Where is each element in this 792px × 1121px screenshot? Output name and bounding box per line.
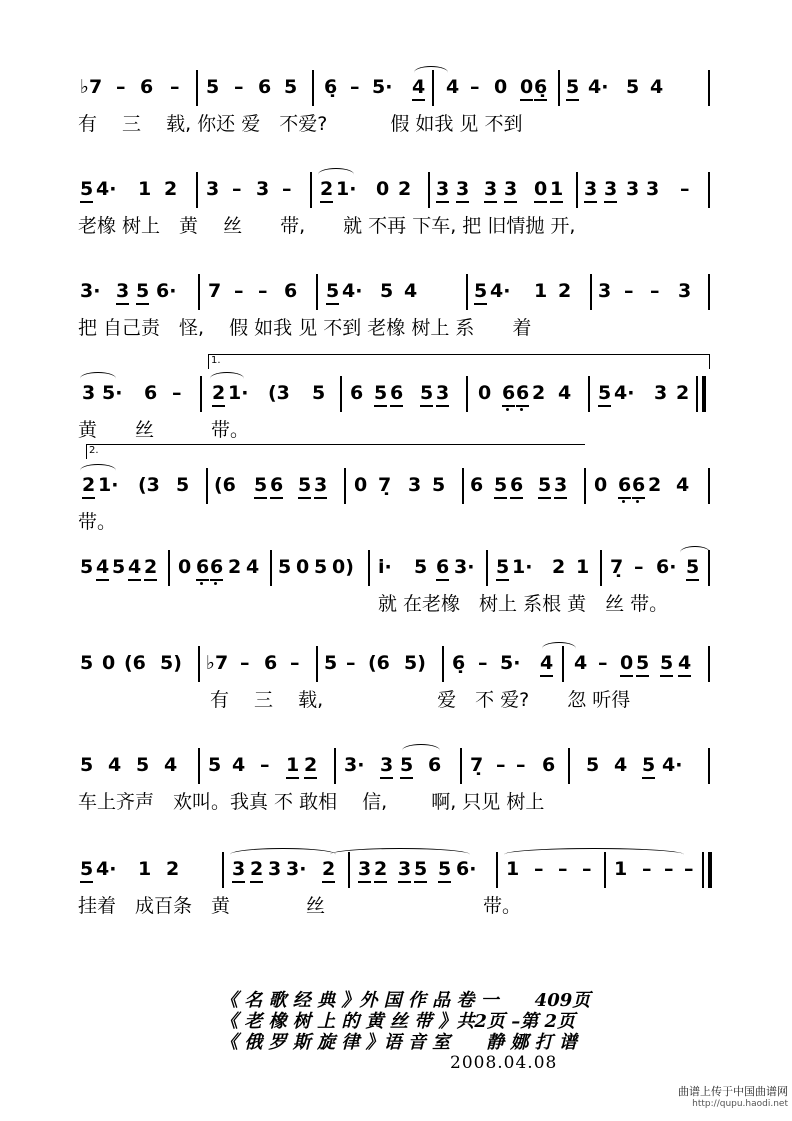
barline bbox=[432, 70, 434, 106]
barline bbox=[198, 748, 200, 784]
repeat-barline bbox=[696, 376, 698, 412]
barline bbox=[206, 468, 208, 504]
notation-row-5 bbox=[0, 468, 792, 502]
note: 6 bbox=[542, 754, 556, 776]
barline bbox=[496, 852, 498, 888]
note: 5 bbox=[686, 556, 699, 581]
note: 6 bbox=[502, 382, 515, 407]
note: 4 bbox=[246, 556, 260, 578]
notation-row-7 bbox=[0, 646, 792, 680]
note: – bbox=[534, 858, 544, 880]
note: 6 bbox=[632, 474, 645, 499]
lyric-line: 有 三 载, 你还 爱 不爱? 假 如我 见 不到 bbox=[78, 113, 523, 135]
note: 1 bbox=[534, 280, 548, 302]
note: 4 bbox=[614, 754, 628, 776]
note: 4· bbox=[342, 280, 363, 302]
note: 5 bbox=[432, 474, 446, 496]
watermark-url: http://qupu.haodi.net bbox=[692, 1099, 788, 1109]
note: 5 bbox=[206, 76, 220, 98]
notation-row-9 bbox=[0, 852, 792, 886]
barline bbox=[316, 646, 318, 682]
note: 6 bbox=[350, 382, 364, 404]
note: 2 bbox=[676, 382, 690, 404]
lyric-line: 黄 丝 带。 bbox=[78, 419, 250, 441]
note: 3 bbox=[484, 178, 497, 203]
note: – bbox=[558, 858, 568, 880]
note: 3 bbox=[598, 280, 612, 302]
barline bbox=[708, 646, 710, 682]
note: 4 bbox=[164, 754, 178, 776]
note: – bbox=[664, 858, 674, 880]
note: 1 bbox=[550, 178, 563, 203]
note: 6 bbox=[428, 754, 442, 776]
note: 6 bbox=[264, 652, 278, 674]
note: – bbox=[290, 652, 300, 674]
date: 2008.04.08 bbox=[450, 1053, 558, 1073]
note: 2 bbox=[304, 754, 317, 779]
note: 6 bbox=[510, 474, 523, 499]
barline bbox=[196, 70, 198, 106]
note: 5 bbox=[254, 474, 267, 499]
note: – bbox=[650, 280, 660, 302]
notation-row-3 bbox=[0, 274, 792, 308]
note: 3 bbox=[256, 178, 270, 200]
note: 5 bbox=[660, 652, 673, 677]
note: 2 bbox=[212, 382, 225, 407]
note: 5· bbox=[372, 76, 393, 98]
note: 5 bbox=[80, 858, 93, 883]
note: 5· bbox=[102, 382, 123, 404]
note: 5 bbox=[80, 754, 94, 776]
note: – bbox=[234, 76, 244, 98]
low-dot bbox=[520, 408, 523, 411]
note: 3 bbox=[398, 858, 411, 883]
barline bbox=[334, 748, 336, 784]
note: (3 bbox=[138, 474, 160, 496]
note: 6̣ bbox=[324, 76, 338, 98]
note: 4· bbox=[662, 754, 683, 776]
note: – bbox=[624, 280, 634, 302]
watermark-text: 曲谱上传于中国曲谱网 bbox=[678, 1085, 788, 1098]
note: 5 bbox=[400, 754, 413, 779]
note: 3 bbox=[646, 178, 660, 200]
note: 0 bbox=[594, 474, 608, 496]
note: 5 bbox=[642, 754, 655, 779]
low-dot bbox=[506, 408, 509, 411]
note: 4 bbox=[128, 556, 141, 581]
barline bbox=[270, 550, 272, 586]
note: i· bbox=[378, 556, 392, 578]
note: 6 bbox=[196, 556, 209, 581]
note: 5 bbox=[538, 474, 551, 499]
note: ♭7 bbox=[80, 76, 103, 98]
note: 3 bbox=[626, 178, 640, 200]
barline bbox=[316, 274, 318, 310]
note: 3 bbox=[436, 178, 449, 203]
note: – bbox=[260, 754, 270, 776]
note: 3 bbox=[604, 178, 617, 203]
note: 5 bbox=[626, 76, 640, 98]
note: 0 bbox=[534, 178, 547, 203]
source-line: 《 名 歌 经 典 》外 国 作 品 卷 一 409页 bbox=[220, 990, 591, 1011]
note: – bbox=[680, 178, 690, 200]
note: 4· bbox=[588, 76, 609, 98]
note: 2 bbox=[164, 178, 178, 200]
note: – bbox=[346, 652, 356, 674]
note: 1 bbox=[506, 858, 520, 880]
note: – bbox=[234, 280, 244, 302]
note: 0 bbox=[520, 76, 533, 101]
note: 3 bbox=[436, 382, 449, 407]
note: 1 bbox=[286, 754, 299, 779]
repeat-barline bbox=[702, 376, 706, 412]
note: 5 bbox=[380, 280, 394, 302]
barline bbox=[466, 376, 468, 412]
note: 5 bbox=[326, 280, 339, 305]
watermark bbox=[678, 1085, 788, 1111]
note: 2 bbox=[322, 858, 335, 883]
note: 5 bbox=[494, 474, 507, 499]
note: 5 bbox=[208, 754, 222, 776]
note: 1· bbox=[98, 474, 119, 496]
note: 5 bbox=[374, 382, 387, 407]
note: 1· bbox=[512, 556, 533, 578]
low-dot bbox=[636, 500, 639, 503]
barline bbox=[198, 274, 200, 310]
notation-row-6 bbox=[0, 550, 792, 584]
note: 7 bbox=[208, 280, 222, 302]
barline bbox=[708, 274, 710, 310]
note: 6 bbox=[618, 474, 631, 499]
note: 4 bbox=[404, 280, 418, 302]
slur bbox=[414, 66, 448, 79]
note: 4 bbox=[574, 652, 588, 674]
note: ♭7 bbox=[206, 652, 229, 674]
slur bbox=[542, 642, 576, 655]
note: – bbox=[470, 76, 480, 98]
note: – bbox=[232, 178, 242, 200]
note: 6 bbox=[258, 76, 272, 98]
barline bbox=[222, 852, 224, 888]
barline bbox=[442, 646, 444, 682]
note: 1· bbox=[336, 178, 357, 200]
barline bbox=[708, 70, 710, 106]
score-footer bbox=[220, 990, 600, 1073]
barline bbox=[708, 748, 710, 784]
note: – bbox=[282, 178, 292, 200]
note: (6 bbox=[124, 652, 146, 674]
note: (6 bbox=[368, 652, 390, 674]
note: 3 bbox=[654, 382, 668, 404]
notation-row-8 bbox=[0, 748, 792, 782]
note: 3 bbox=[380, 754, 393, 779]
note: 1 bbox=[138, 858, 152, 880]
note: 0 bbox=[178, 556, 192, 578]
note: 2 bbox=[82, 474, 95, 499]
note: 5 bbox=[598, 382, 611, 407]
note: 2 bbox=[228, 556, 242, 578]
note: 4 bbox=[412, 76, 425, 101]
note: 4· bbox=[614, 382, 635, 404]
note: 5 bbox=[324, 652, 338, 674]
note: 6· bbox=[156, 280, 177, 302]
note: – bbox=[582, 858, 592, 880]
note: 3 bbox=[232, 858, 245, 883]
note: 1· bbox=[228, 382, 249, 404]
note: 5 bbox=[278, 556, 292, 578]
barline bbox=[310, 172, 312, 208]
note: 5 bbox=[586, 754, 600, 776]
note: 3 bbox=[82, 382, 96, 404]
barline bbox=[340, 376, 342, 412]
note: 4 bbox=[446, 76, 460, 98]
barline bbox=[460, 748, 462, 784]
barline bbox=[200, 376, 202, 412]
note: 2 bbox=[552, 556, 566, 578]
note: 5 bbox=[80, 652, 94, 674]
barline bbox=[576, 172, 578, 208]
title-page-line: 《 老 橡 树 上 的 黄 丝 带 》共2页 –第 2页 bbox=[220, 1011, 575, 1032]
note: 4 bbox=[558, 382, 572, 404]
note: 6̣ bbox=[452, 652, 466, 674]
note: – bbox=[116, 76, 126, 98]
notation-row-1 bbox=[0, 70, 792, 104]
note: 5 bbox=[414, 858, 427, 883]
note: 6· bbox=[456, 858, 477, 880]
note: 6 bbox=[284, 280, 298, 302]
barline bbox=[600, 550, 602, 586]
lyric-line: 老橡 树上 黄 丝 带, 就 不再 下车, 把 旧情抛 开, bbox=[78, 215, 576, 237]
note: – bbox=[350, 76, 360, 98]
note: 5 bbox=[496, 556, 509, 581]
note: 6 bbox=[390, 382, 403, 407]
barline bbox=[708, 172, 710, 208]
note: 5 bbox=[438, 858, 451, 883]
lyric-line: 就 在老橡 树上 系根 黄 丝 带。 bbox=[378, 593, 669, 615]
note: 3 bbox=[554, 474, 567, 499]
final-barline bbox=[702, 852, 704, 888]
note: 2 bbox=[144, 556, 157, 581]
notation-row-2 bbox=[0, 172, 792, 206]
note: 4· bbox=[96, 858, 117, 880]
note: 0 bbox=[620, 652, 633, 677]
note: 5· bbox=[500, 652, 521, 674]
note: 3· bbox=[344, 754, 365, 776]
note: – bbox=[172, 382, 182, 404]
note: 5 bbox=[414, 556, 428, 578]
barline bbox=[168, 550, 170, 586]
note: 3 bbox=[206, 178, 220, 200]
note: 3 bbox=[678, 280, 692, 302]
note: 6 bbox=[516, 382, 529, 407]
note: 6 bbox=[470, 474, 484, 496]
note: 4· bbox=[96, 178, 117, 200]
note: 3· bbox=[454, 556, 475, 578]
barline bbox=[428, 172, 430, 208]
note: 5 bbox=[312, 382, 326, 404]
note: 5 bbox=[566, 76, 579, 101]
lyric-line: 车上齐声 欢叫。我真 不 敢相 信, 啊, 只见 树上 bbox=[78, 791, 545, 813]
note: 5 bbox=[314, 556, 328, 578]
low-dot bbox=[214, 582, 217, 585]
note: (3 bbox=[268, 382, 290, 404]
note: – bbox=[634, 556, 644, 578]
note: 3 bbox=[456, 178, 469, 203]
note: 5) bbox=[160, 652, 182, 674]
lyric-line: 挂着 成百条 黄 丝 带。 bbox=[78, 895, 522, 917]
note: 5 bbox=[80, 556, 94, 578]
note: 3 bbox=[504, 178, 517, 203]
note: 2 bbox=[398, 178, 412, 200]
note: 2 bbox=[166, 858, 180, 880]
note: 3 bbox=[358, 858, 371, 883]
note: 1 bbox=[576, 556, 590, 578]
barline bbox=[588, 376, 590, 412]
barline bbox=[486, 550, 488, 586]
note: 2 bbox=[532, 382, 546, 404]
note: 3 bbox=[314, 474, 327, 499]
barline bbox=[568, 748, 570, 784]
note: 3 bbox=[584, 178, 597, 203]
note: 0 bbox=[296, 556, 310, 578]
note: 6 bbox=[436, 556, 449, 581]
barline bbox=[590, 274, 592, 310]
note: 5 bbox=[112, 556, 126, 578]
note: 2 bbox=[374, 858, 387, 883]
note: 0 bbox=[494, 76, 508, 98]
note: 7̣ bbox=[378, 474, 392, 496]
note: – bbox=[240, 652, 250, 674]
note: 5 bbox=[298, 474, 311, 499]
note: – bbox=[684, 858, 694, 880]
note: 3 bbox=[116, 280, 129, 305]
note: 6 bbox=[270, 474, 283, 499]
barline bbox=[344, 468, 346, 504]
note: 3 bbox=[408, 474, 422, 496]
note: 2 bbox=[250, 858, 263, 883]
note: – bbox=[258, 280, 268, 302]
note: – bbox=[516, 754, 526, 776]
note: 7̣ bbox=[610, 556, 624, 578]
barline bbox=[466, 274, 468, 310]
note: 5 bbox=[176, 474, 190, 496]
lyric-line: 有 三 载, 爱 不 爱? 忽 听得 bbox=[210, 689, 631, 711]
slur bbox=[230, 848, 336, 861]
note: 4 bbox=[676, 474, 690, 496]
note: 5) bbox=[404, 652, 426, 674]
note: 1 bbox=[138, 178, 152, 200]
note: 4 bbox=[108, 754, 122, 776]
note: 6 bbox=[144, 382, 158, 404]
note: 5 bbox=[136, 754, 150, 776]
note: – bbox=[170, 76, 180, 98]
note: 4 bbox=[678, 652, 691, 677]
note: 7̣ bbox=[470, 754, 484, 776]
note: 4 bbox=[232, 754, 246, 776]
note: – bbox=[496, 754, 506, 776]
note: 5 bbox=[474, 280, 487, 305]
volta-bracket-1: 1. bbox=[208, 354, 710, 369]
note: 1 bbox=[614, 858, 628, 880]
note: 5 bbox=[80, 178, 93, 203]
notation-row-4 bbox=[0, 376, 792, 410]
barline bbox=[604, 852, 606, 888]
note: 0 bbox=[354, 474, 368, 496]
low-dot bbox=[200, 582, 203, 585]
note: 6· bbox=[656, 556, 677, 578]
lyric-line: 把 自己责 怪, 假 如我 见 不到 老橡 树上 系 着 bbox=[78, 317, 532, 339]
note: 4· bbox=[490, 280, 511, 302]
note: (6 bbox=[214, 474, 236, 496]
note: 0 bbox=[376, 178, 390, 200]
note: 0) bbox=[332, 556, 354, 578]
barline bbox=[462, 468, 464, 504]
volta-bracket-2: 2. bbox=[86, 444, 585, 459]
barline bbox=[196, 172, 198, 208]
low-dot bbox=[622, 500, 625, 503]
barline bbox=[558, 70, 560, 106]
note: 0 bbox=[102, 652, 116, 674]
lyric-line: 带。 bbox=[78, 511, 117, 533]
note: – bbox=[598, 652, 608, 674]
note: 5 bbox=[136, 280, 149, 305]
note: 5 bbox=[420, 382, 433, 407]
note: 6 bbox=[210, 556, 223, 581]
note: 3· bbox=[80, 280, 101, 302]
slur bbox=[504, 848, 684, 861]
barline bbox=[584, 468, 586, 504]
barline bbox=[562, 646, 564, 682]
final-barline bbox=[708, 852, 712, 888]
note: 2 bbox=[648, 474, 662, 496]
note: 2 bbox=[558, 280, 572, 302]
barline bbox=[312, 70, 314, 106]
barline bbox=[198, 646, 200, 682]
note: – bbox=[642, 858, 652, 880]
note: 4 bbox=[650, 76, 664, 98]
note: 2 bbox=[320, 178, 333, 203]
note: 3· bbox=[286, 858, 307, 880]
note: – bbox=[478, 652, 488, 674]
note: 6̣ bbox=[534, 76, 547, 101]
note: 5 bbox=[284, 76, 298, 98]
note: 4 bbox=[96, 556, 109, 581]
transcriber-line: 《 俄 罗 斯 旋 律 》语 音 室 静 娜 打 谱 bbox=[220, 1032, 577, 1053]
note: 0 bbox=[478, 382, 492, 404]
note: 6 bbox=[140, 76, 154, 98]
barline bbox=[708, 468, 710, 504]
barline bbox=[368, 550, 370, 586]
note: 5 bbox=[636, 652, 649, 677]
note: 4 bbox=[540, 652, 553, 677]
note: 3 bbox=[268, 858, 282, 880]
barline bbox=[708, 550, 710, 586]
